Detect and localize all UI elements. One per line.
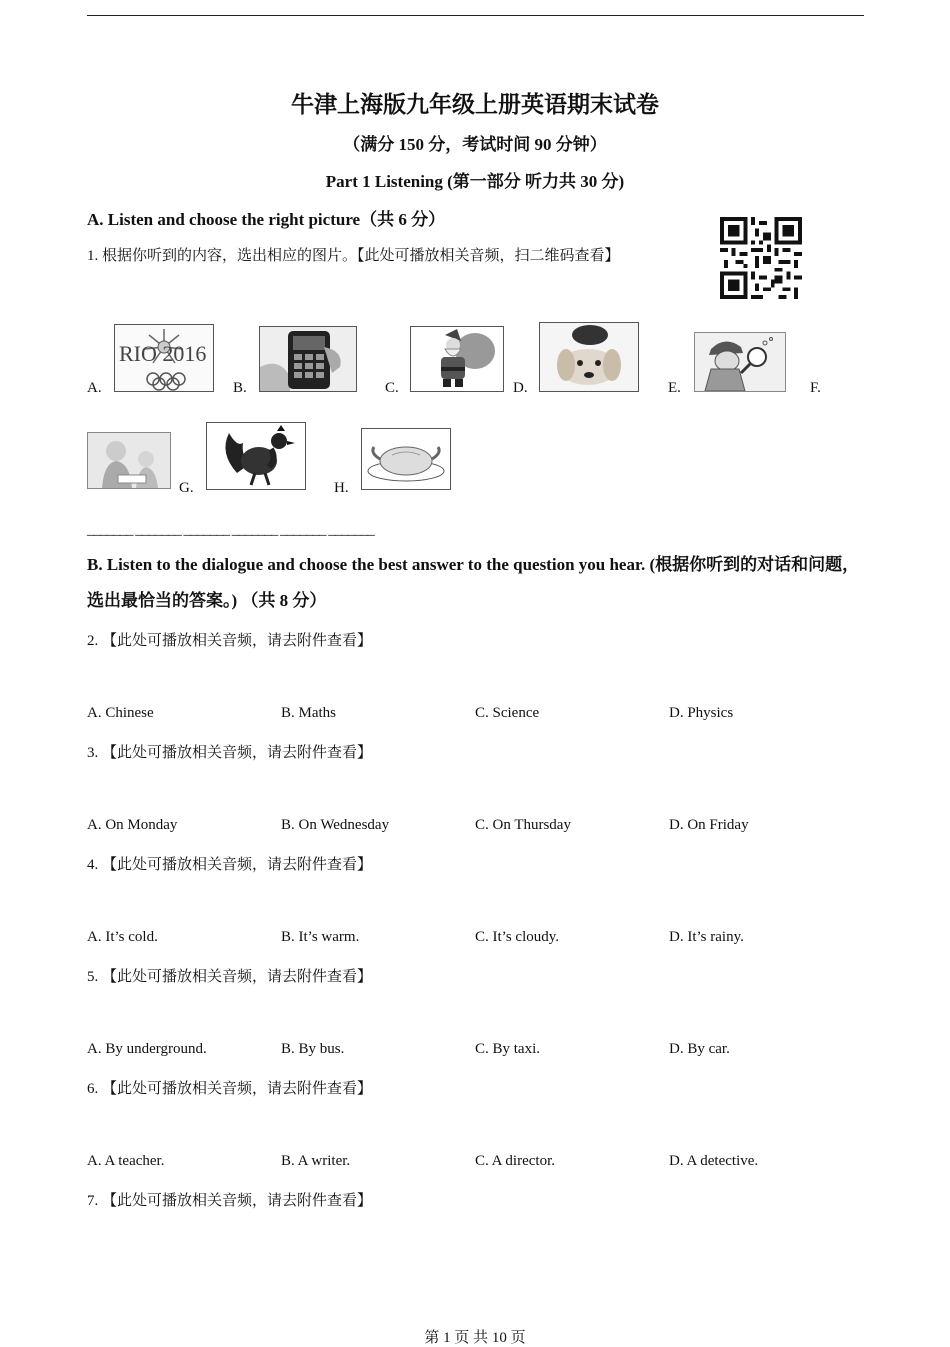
q6-option-b[interactable]: B. A writer.: [281, 1153, 351, 1169]
rio-2016-olympics-icon: [114, 324, 214, 392]
picture-label-e: E.: [668, 380, 681, 396]
section-a-heading: A. Listen and choose the right picture（共 6 分）: [87, 210, 446, 229]
qr-code-icon[interactable]: [720, 216, 802, 300]
picture-label-g: G.: [179, 480, 194, 496]
page-title: 牛津上海版九年级上册英语期末试卷: [291, 92, 659, 117]
phone-in-hand-icon: [259, 326, 357, 392]
question-7: 7. 【此处可播放相关音频，请去附件查看】: [87, 1193, 373, 1209]
roast-turkey-icon: [361, 428, 451, 490]
puppy-icon: [539, 322, 639, 392]
q3-option-a[interactable]: A. On Monday: [87, 817, 178, 833]
question-4: 4. 【此处可播放相关音频，请去附件查看】: [87, 857, 373, 873]
picture-label-d: D.: [513, 380, 528, 396]
answer-blanks[interactable]: _______ _______ _______ _______ _______ _______: [87, 522, 374, 538]
q6-option-a[interactable]: A. A teacher.: [87, 1153, 165, 1169]
section-b-heading: B. Listen to the dialogue and choose the best answer to the question you hear. (根据你听到的对话和问题，选出最恰当的答案。) （共 8 分）: [87, 555, 860, 610]
part-heading: Part 1 Listening (第一部分 听力共 30 分): [325, 172, 625, 191]
page-footer: 第 1 页 共 10 页: [424, 1330, 526, 1346]
q2-option-b[interactable]: B. Maths: [281, 705, 337, 721]
picture-label-a: A.: [87, 380, 102, 396]
mother-and-child-reading-icon: [87, 432, 171, 489]
rooster-icon: [206, 422, 306, 490]
q5-option-d[interactable]: D. By car.: [669, 1041, 730, 1057]
q5-option-b[interactable]: B. By bus.: [281, 1041, 345, 1057]
question-6: 6. 【此处可播放相关音频，请去附件查看】: [87, 1081, 373, 1097]
picture-label-h: H.: [334, 480, 349, 496]
q6-option-d[interactable]: D. A detective.: [669, 1153, 759, 1169]
question-3: 3. 【此处可播放相关音频，请去附件查看】: [87, 745, 373, 761]
q4-option-c[interactable]: C. It’s cloudy.: [475, 929, 560, 945]
q2-option-c[interactable]: C. Science: [475, 705, 540, 721]
exam-info: （满分 150 分，考试时间 90 分钟）: [343, 135, 607, 154]
q2-option-d[interactable]: D. Physics: [669, 705, 734, 721]
q2-option-a[interactable]: A. Chinese: [87, 705, 154, 721]
q4-option-a[interactable]: A. It’s cold.: [87, 929, 158, 945]
q4-option-d[interactable]: D. It’s rainy.: [669, 929, 744, 945]
question-5: 5. 【此处可播放相关音频，请去附件查看】: [87, 969, 373, 985]
q3-option-c[interactable]: C. On Thursday: [475, 817, 571, 833]
picture-label-f: F.: [810, 380, 821, 396]
q3-option-b[interactable]: B. On Wednesday: [281, 817, 390, 833]
picture-label-c: C.: [385, 380, 399, 396]
rio-text: RIO 2016: [119, 341, 207, 366]
q4-option-b[interactable]: B. It’s warm.: [281, 929, 360, 945]
question-1: 1. 根据你听到的内容，选出相应的图片。【此处可播放相关音频，扫二维码查看】: [87, 248, 620, 264]
picture-label-b: B.: [233, 380, 247, 396]
q5-option-a[interactable]: A. By underground.: [87, 1041, 207, 1057]
detective-magnifier-icon: [694, 332, 786, 392]
header-rule: [87, 15, 864, 16]
question-2: 2. 【此处可播放相关音频，请去附件查看】: [87, 633, 373, 649]
santa-claus-icon: [410, 326, 504, 392]
q5-option-c[interactable]: C. By taxi.: [475, 1041, 541, 1057]
q6-option-c[interactable]: C. A director.: [475, 1153, 555, 1169]
q3-option-d[interactable]: D. On Friday: [669, 817, 749, 833]
